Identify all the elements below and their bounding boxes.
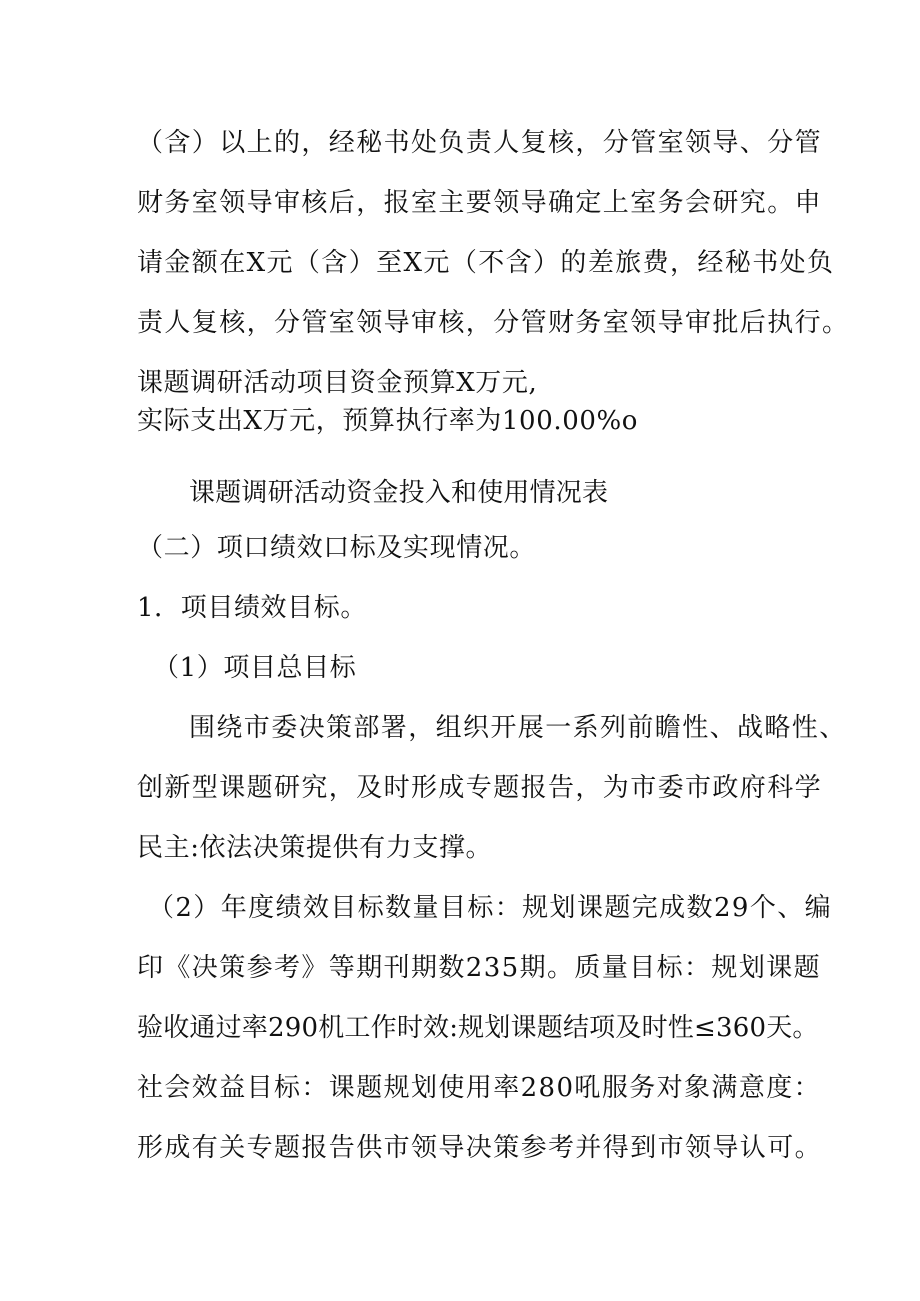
text-line: （2）年度绩效目标数量目标：规划课题完成数29个、编 [148,893,833,923]
sub-heading: （1）项目总目标 [153,653,357,683]
text-line: 围绕市委决策部署，组织开展一系列前瞻性、战略性、 [189,713,847,743]
section-heading: （二）项口绩效口标及实现情况。 [137,533,537,563]
text-line: （含）以上的，经秘书处负责人复核，分管室领导、分管 [137,128,823,158]
text-line: 财务室领导审核后，报室主要领导确定上室务会研究。申 [137,188,823,218]
text-line: 民主:依法决策提供有力支撑。 [137,833,493,863]
item-heading: 1．项目绩效目标。 [137,593,367,623]
budget-line: 课题调研活动项目资金预算X万元, [137,368,538,398]
text-line: 社会效益目标：课题规划使用率280吼服务对象满意度： [137,1073,822,1103]
text-line: 印《决策参考》等期刊期数235期。质量目标：规划课题 [137,953,822,983]
text-line: 创新型课题研究，及时形成专题报告，为市委市政府科学 [137,773,823,803]
text-line: 验收通过率290机工作时效:规划课题结项及时性≤360天。 [137,1013,819,1043]
budget-execution-line: 实际支出X万元，预算执行率为100.00%o [137,406,639,436]
text-line: 形成有关专题报告供市领导决策参考并得到市领导认可。 [137,1133,823,1163]
text-line: 请金额在X元（含）至X元（不含）的差旅费，经秘书处负 [137,248,835,278]
text-line: 责人复核，分管室领导审核，分管财务室领导审批后执行。 [137,308,850,338]
table-caption: 课题调研活动资金投入和使用情况表 [189,478,609,508]
